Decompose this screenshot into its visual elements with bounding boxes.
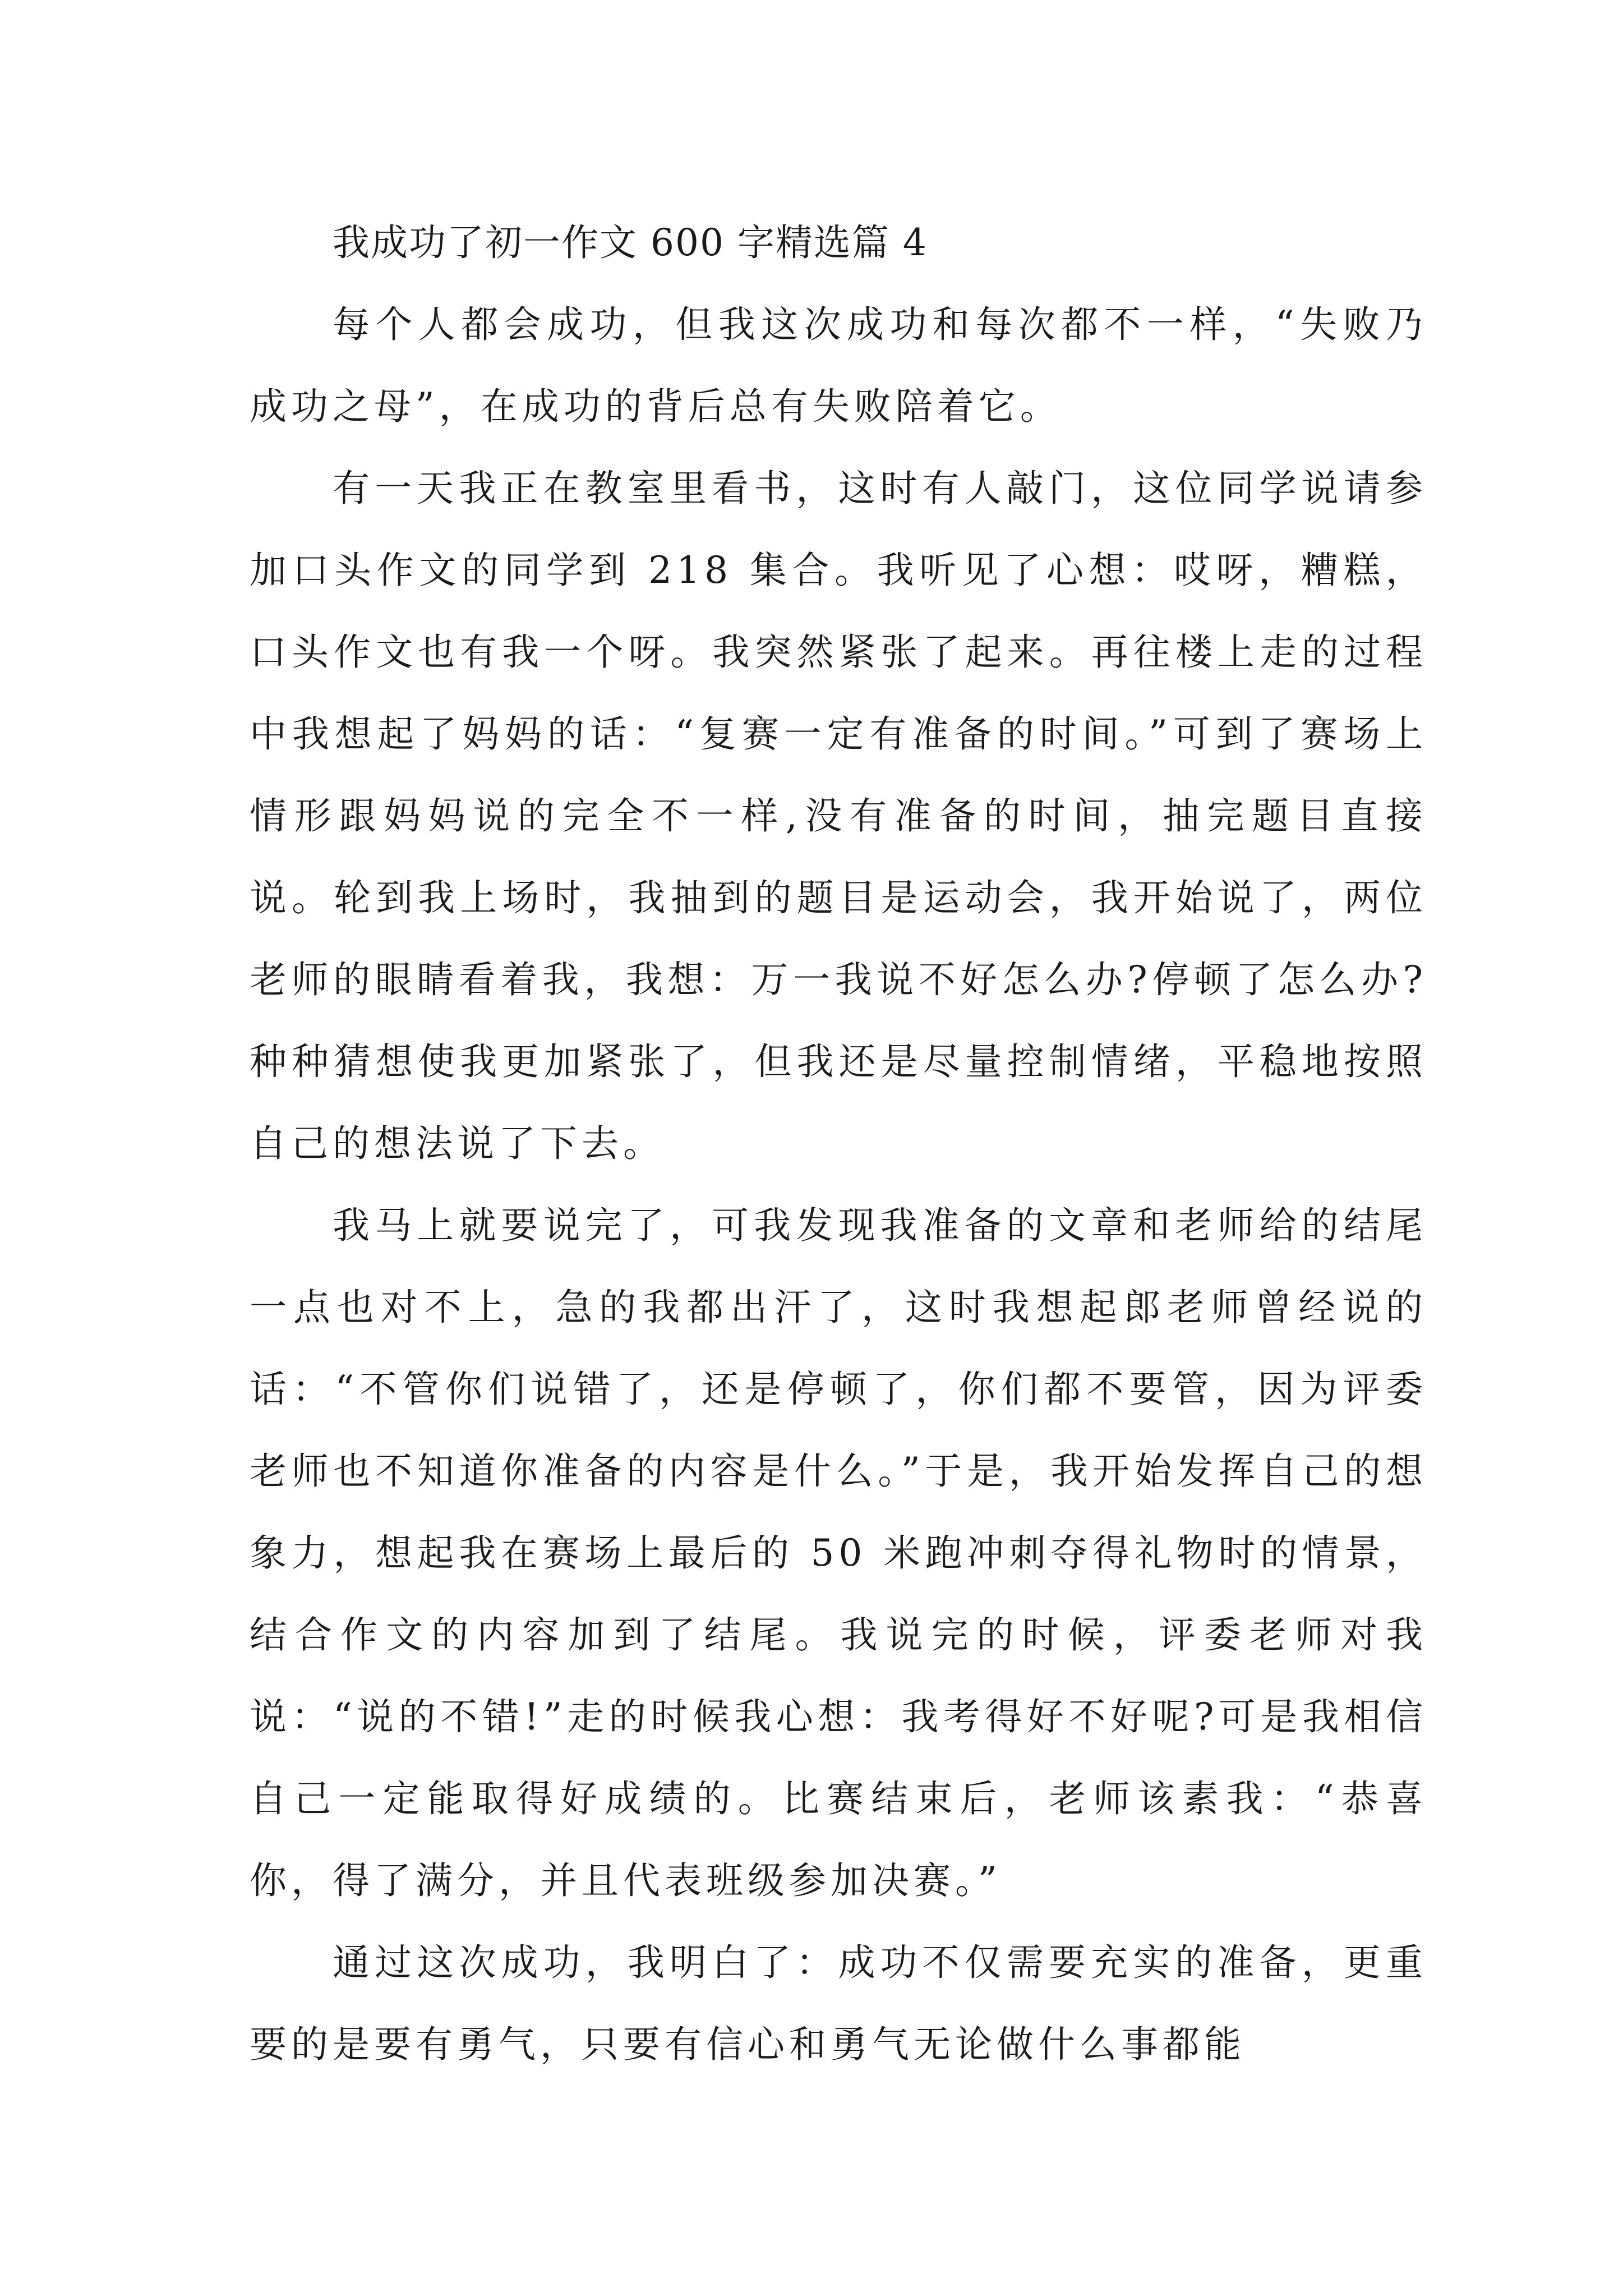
paragraph-4: 通过这次成功，我明白了：成功不仅需要充实的准备，更重要的是要有勇气，只要有信心和勇气无论做什么事都能 — [250, 1941, 1427, 2066]
paragraph-3: 我马上就要说完了，可我发现我准备的文章和老师给的结尾一点也对不上，急的我都出汗了，这时我想起郎老师曾经说的话：“不管你们说错了，还是停顿了，你们都不要管，因为评委老师也不知道你准备的内容是什么。”于是，我开始发挥自己的想象力，想起我在赛场上最后的 50 米跑冲刺夺得礼物时的情景，结合作文的内容加到了结尾。我说完的时候，评委老师对我说：“说的不错!”走的时候我心想：我考得好不好呢?可是我相信自己一定能取得好成绩的。比赛结束后，老师该素我：“恭喜你，得了满分，并且代表班级参加决赛。” — [250, 1204, 1427, 1902]
essay-body — [250, 202, 1427, 2086]
paragraph-1: 每个人都会成功，但我这次成功和每次都不一样，“失败乃成功之母”，在成功的背后总有失败陪着它。 — [250, 303, 1427, 428]
essay-title: 我成功了初一作文 600 字精选篇 4 — [333, 221, 928, 264]
paragraph-2: 有一天我正在教室里看书，这时有人敲门，这位同学说请参加口头作文的同学到 218 集合。我听见了心想：哎呀，糟糕，口头作文也有我一个呀。我突然紧张了起来。再往楼上走的过程中我想起了妈妈的话：“复赛一定有准备的时间。”可到了赛场上情形跟妈妈说的完全不一样,没有准备的时间，抽完题目直接说。轮到我上场时，我抽到的题目是运动会，我开始说了，两位老师的眼睛看着我，我想：万一我说不好怎么办?停顿了怎么办?种种猜想使我更加紧张了，但我还是尽量控制情绪，平稳地按照自己的想法说了下去。 — [250, 467, 1427, 1165]
